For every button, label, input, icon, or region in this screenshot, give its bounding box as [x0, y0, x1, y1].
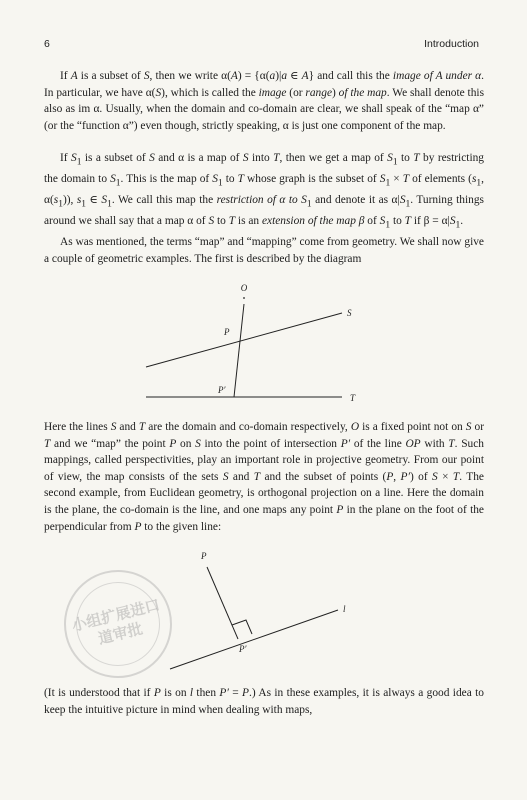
- label-s: S: [347, 308, 352, 318]
- term-extension: extension of the map β: [261, 214, 365, 227]
- line-s: [146, 313, 342, 367]
- paragraph-perspectivity-and-projection: Here the lines S and T are the domain and co-domain respectively, O is a fixed point not on S or T and we “map” the point P on S into the point of intersection P′ of the line OP with T. Such mappings, called perspectivities, play an important role in projective geometry. From our point of view, the map consists of the sets S and T and the subset of points (P, P′) of S × T. The second example, from Euclidean geometry, is orthogonal projection on a line. Here the domain is the plane, the co-domain is the line, and one maps any point P in the plane on the foot of the perpendicular from P to the given line:: [44, 421, 484, 533]
- line-op: [234, 304, 244, 397]
- label-l: l: [343, 604, 346, 614]
- term-restriction: restriction of α to S: [216, 193, 307, 206]
- label-p: P: [224, 327, 230, 337]
- perspectivity-diagram: [0, 280, 527, 410]
- label-t: T: [350, 393, 356, 403]
- section-title: Introduction: [424, 38, 479, 50]
- orthogonal-projection-diagram: [0, 545, 527, 680]
- term-image: image: [258, 86, 287, 99]
- stamp-text: 小组扩展进口道审批: [69, 595, 162, 648]
- paragraph-image-definition: If A is a subset of S, then we write α(A) = {α(a)|a ∈ A} and call this the image of A under α. In particular, we have α(S), which is called the image (or range) of the map. We shall denote this also as im α. Usually, when the domain and co-domain are clear, we shall speak of the “map α” (or the “function α”) even though, strictly speaking, α is just one component of the map.: [44, 70, 485, 132]
- label-p-prime: P′: [239, 644, 247, 654]
- term-range: range: [305, 86, 332, 99]
- paragraph-restriction: If $S_1$ is a subset of S and α is a map of S into T, then we get a map of $S_1$ to T by restricting the domain to $S_1$. This is the map of $S_1$ to T whose graph is the subset of $S_1 \times T$ of elements ($s_1$, $\alpha(s_1)$), $s_1$ ∈ $S_1$. We call this map the restriction of α to $S_1$ and denote it as $\alpha|S_1$. Turning things around we shall say that a map α of S to T is an extension of the map β of $S_1$ to T if $\beta = \alpha|S_1$.: [44, 152, 484, 230]
- label-o: O: [240, 283, 248, 293]
- page-number: 6: [44, 38, 50, 50]
- term-of-the-map: of the map: [338, 86, 387, 99]
- paragraph-geometric-examples: As was mentioned, the terms “map” and “mapping” come from geometry. We shall now give a couple of geometric examples. The first is described by the diagram: [44, 236, 484, 265]
- label-p-prime: P′: [218, 385, 226, 395]
- line-l: [170, 610, 338, 669]
- running-head: [44, 38, 479, 54]
- point-o: [243, 297, 245, 299]
- label-p: P: [201, 551, 207, 561]
- paragraph-closing: (It is understood that if P is on l then P′ = P.) As in these examples, it is always a good idea to keep the intuitive picture in mind when dealing with maps,: [44, 687, 484, 716]
- perpendicular: [207, 567, 238, 639]
- term-image-of-a: image of A under α: [392, 70, 482, 82]
